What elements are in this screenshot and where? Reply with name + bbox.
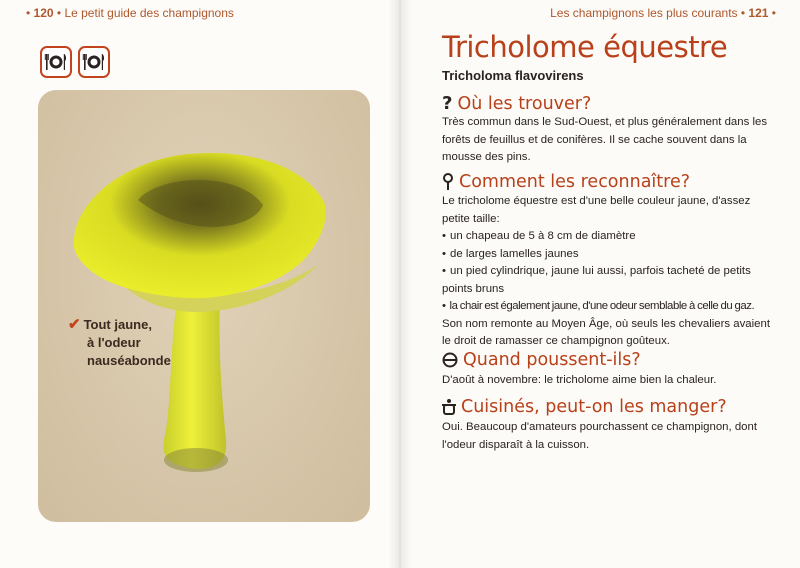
section-heading-where: ? Où les trouver? [442,93,592,114]
list-item: • un chapeau de 5 à 8 cm de diamètre [442,228,774,246]
magnifier-icon [442,173,454,191]
left-running-title: Le petit guide des champignons [64,6,234,20]
section-text-recognize: Le tricholome équestre est d'une belle couleur jaune, d'assez petite taille: • un chapeau de 5 à 8 cm de diamètre • de larges lamelles jaunes • un pied cylindrique, jaune lui aussi, parfois tacheté de petits points bruns • la chair est également jaune, d'une odeur semblable à celle du gaz. Son nom remonte au Moyen Âge, où seuls les chevaliers avaient le droit de ramasser ce champignon goûteux. [442,193,774,351]
plate-cutlery-icon [78,46,110,78]
left-page [0,0,398,568]
left-page-number: 120 [33,6,54,20]
checkmark-icon: ✔ [68,316,81,333]
left-running-head: • 120 • Le petit guide des champignons [26,6,234,20]
section-text-where: Très commun dans le Sud-Ouest, et plus généralement dans les forêts de feuillus et de conifères. Il se cache souvent dans la mousse des pins. [442,116,768,163]
mushroom-illustration [38,90,370,522]
section-heading-recognize: Comment les reconnaître? [442,172,690,192]
hourglass-icon [442,352,458,368]
mushroom-illustration-panel [38,90,370,522]
right-page [398,0,800,568]
section-heading-cook: Cuisinés, peut-on les manger? [442,397,727,417]
plate-cutlery-icon [40,46,72,78]
section-text-when: D'août à novembre: le tricholome aime bien la chaleur. [442,374,717,386]
right-running-head: Les champignons les plus courants • 121 • [550,6,776,20]
illustration-caption: ✔ Tout jaune, à l'odeur nauséabonde [68,316,171,368]
list-item: • de larges lamelles jaunes [442,246,774,264]
edibility-icons [40,46,110,78]
list-item: • la chair est également jaune, d'une odeur semblable à celle du gaz. [442,298,774,316]
list-item: • un pied cylindrique, jaune lui aussi, parfois tacheté de petits points bruns [442,263,774,298]
book-gutter [388,0,412,568]
section-heading-when: Quand poussent-ils? [442,350,641,370]
latin-name: Tricholoma flavovirens [442,68,584,83]
right-page-number: 121 [748,6,769,20]
right-running-title: Les champignons les plus courants [550,6,738,20]
section-text-cook: Oui. Beaucoup d'amateurs pourchassent ce champignon, dont l'odeur disparaît à la cuisson. [442,421,757,451]
cooking-pot-icon [442,398,456,416]
page-title: Tricholome équestre [442,30,728,64]
question-mark-icon: ? [442,93,453,114]
